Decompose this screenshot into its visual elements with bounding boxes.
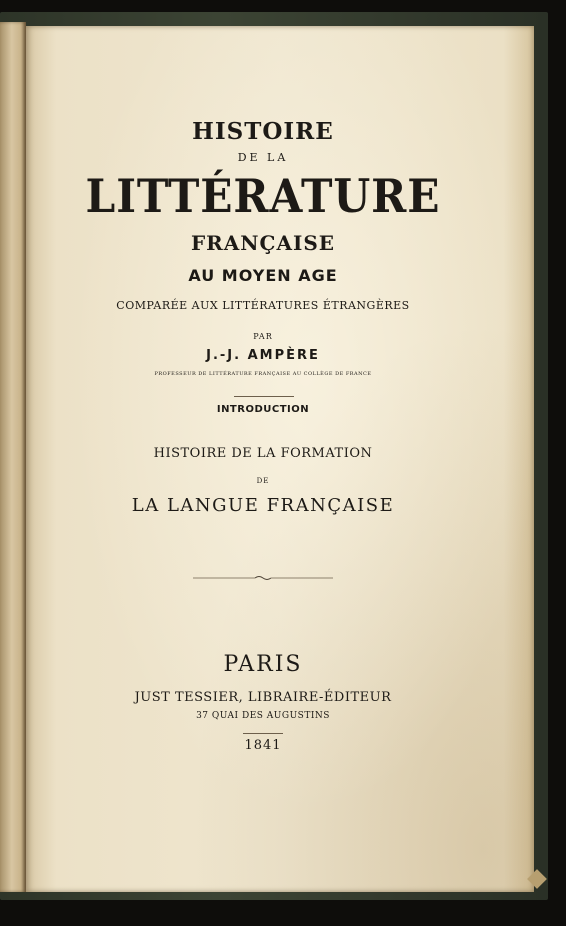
- by-label: PAR: [253, 332, 273, 341]
- ornament-divider: [193, 575, 333, 581]
- imprint-year: 1841: [244, 738, 282, 753]
- title-line-francaise: FRANÇAISE: [190, 231, 336, 255]
- author-name: J.-J. AMPÈRE: [206, 348, 320, 363]
- imprint-city: PARIS: [223, 652, 303, 677]
- title-main: LITTÉRATURE: [85, 169, 441, 223]
- year-rule: [243, 733, 283, 734]
- imprint-publisher: JUST TESSIER, LIBRAIRE-ÉDITEUR: [134, 690, 392, 705]
- title-page: [26, 26, 534, 892]
- section-title-line3: LA LANGUE FRANÇAISE: [131, 495, 395, 516]
- divider-rule: [234, 396, 294, 397]
- title-line-de-la: DE LA: [237, 151, 289, 164]
- title-line-moyen-age: AU MOYEN AGE: [188, 266, 338, 285]
- subtitle: COMPARÉE AUX LITTÉRATURES ÉTRANGÈRES: [116, 299, 410, 312]
- title-line-histoire: HISTOIRE: [192, 118, 334, 145]
- section-title-line1: HISTOIRE DE LA FORMATION: [153, 446, 373, 461]
- imprint-address: 37 QUAI DES AUGUSTINS: [196, 711, 330, 721]
- section-label: INTRODUCTION: [216, 404, 310, 415]
- previous-page-edge: [0, 22, 26, 892]
- author-title: PROFESSEUR DE LITTÉRATURE FRANÇAISE AU COLLÈGE DE FRANCE: [154, 371, 372, 377]
- section-title-line2: DE: [256, 477, 270, 485]
